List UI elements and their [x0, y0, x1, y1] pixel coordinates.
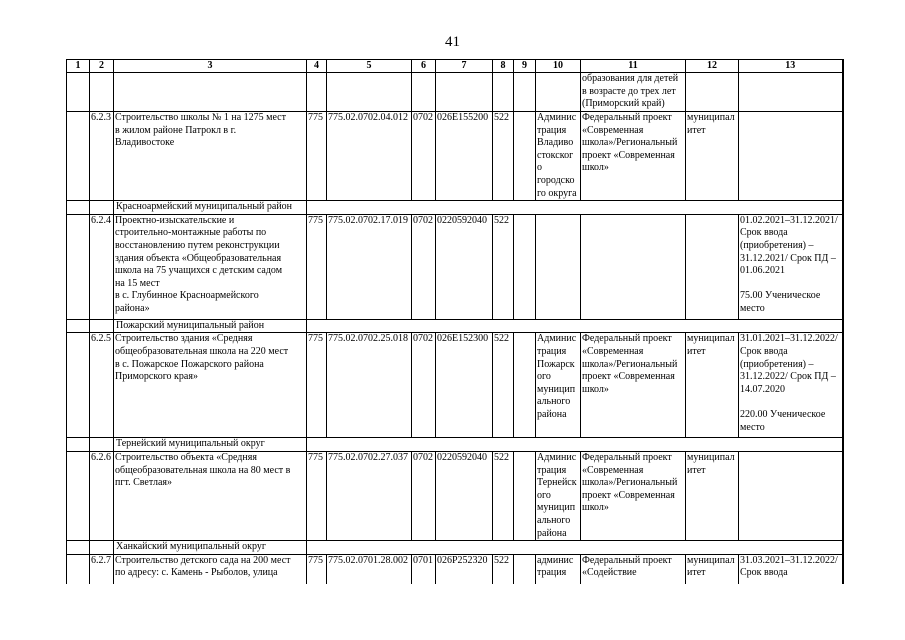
table-cell: 31.03.2021–31.12.2022/ Срок ввода — [739, 554, 843, 584]
table-cell: 775 — [307, 333, 327, 438]
column-header: 4 — [307, 60, 327, 73]
column-header: 7 — [436, 60, 493, 73]
section-blank-cell — [307, 201, 843, 215]
section-row — [67, 541, 843, 555]
table-cell — [739, 451, 843, 540]
table-cell: 0702 — [412, 451, 436, 540]
section-label: Красноармейский муниципальный район — [114, 201, 307, 215]
table-cell: 522 — [493, 554, 514, 584]
table-cell — [739, 73, 843, 112]
column-header: 8 — [493, 60, 514, 73]
table-cell — [581, 214, 686, 319]
section-blank-cell — [67, 201, 90, 215]
table-cell — [67, 112, 90, 201]
section-label: Ханкайский муниципальный округ — [114, 541, 307, 555]
budget-table — [66, 59, 844, 584]
table-cell: Строительство объекта «Средняя общеобразовательная школа на 80 мест в пгт. Светлая» — [114, 451, 307, 540]
table-cell: 522 — [493, 214, 514, 319]
table-cell — [327, 73, 412, 112]
table-cell: 522 — [493, 333, 514, 438]
table-cell: 0702 — [412, 214, 436, 319]
column-header: 9 — [514, 60, 536, 73]
table-cell: Админис трация Пожарск ого муницип ального района — [536, 333, 581, 438]
table-cell — [67, 451, 90, 540]
table-cell: 775 — [307, 451, 327, 540]
table-cell: Федеральный проект «Содействие — [581, 554, 686, 584]
table-cell: 31.01.2021–31.12.2022/ Срок ввода (приобретения) – 31.12.2022/ Срок ПД – 14.07.2020 220.00 Ученическое место — [739, 333, 843, 438]
table-cell: 026E155200 — [436, 112, 493, 201]
table-cell: 522 — [493, 112, 514, 201]
table-cell: муниципал итет — [686, 333, 739, 438]
table-cell: 01.02.2021–31.12.2021/ Срок ввода (приобретения) – 31.12.2021/ Срок ПД – 01.06.2021 75.00 Ученическое место — [739, 214, 843, 319]
table-cell: Строительство здания «Средняя общеобразовательная школа на 220 мест в с. Пожарское Пожарского района Приморского края» — [114, 333, 307, 438]
table-cell — [67, 554, 90, 584]
table-cell: Админис трация Тернейск ого муницип ального района — [536, 451, 581, 540]
table-row — [67, 554, 843, 584]
table-cell: 775.02.0702.25.018 — [327, 333, 412, 438]
table-cell: 6.2.4 — [90, 214, 114, 319]
table-cell: Проектно-изыскательские и строительно-монтажные работы по восстановлению путем реконструкции здания объекта «Общеобразовательная школа на 75 учащихся с детским садом на 15 мест в с. Глубинное Красноармейского района» — [114, 214, 307, 319]
table-row — [67, 112, 843, 201]
table-cell — [67, 333, 90, 438]
section-blank-cell — [67, 438, 90, 452]
table-row — [67, 451, 843, 540]
table-cell: Строительство детского сада на 200 мест по адресу: с. Камень - Рыболов, улица — [114, 554, 307, 584]
column-header: 5 — [327, 60, 412, 73]
table-cell: образования для детей в возрасте до трех лет (Приморский край) — [581, 73, 686, 112]
table-cell: 6.2.5 — [90, 333, 114, 438]
table-cell: 775 — [307, 214, 327, 319]
table-cell: 0701 — [412, 554, 436, 584]
table-cell: 026E152300 — [436, 333, 493, 438]
section-blank-cell — [90, 541, 114, 555]
table-cell — [514, 112, 536, 201]
table-cell — [114, 73, 307, 112]
section-blank-cell — [307, 319, 843, 333]
table-cell — [493, 73, 514, 112]
table-cell: 6.2.3 — [90, 112, 114, 201]
table-cell — [686, 73, 739, 112]
column-header: 1 — [67, 60, 90, 73]
column-header: 10 — [536, 60, 581, 73]
table-cell: админис трация — [536, 554, 581, 584]
header-row — [67, 60, 843, 73]
table-cell: 6.2.6 — [90, 451, 114, 540]
section-blank-cell — [67, 541, 90, 555]
page-number: 41 — [445, 34, 460, 50]
table-cell: 026P252320 — [436, 554, 493, 584]
table-cell: муниципал итет — [686, 451, 739, 540]
table-cell: 775.02.0702.27.037 — [327, 451, 412, 540]
table-row — [67, 214, 843, 319]
table-cell — [67, 214, 90, 319]
column-header: 3 — [114, 60, 307, 73]
table-cell: 775.02.0702.17.019 — [327, 214, 412, 319]
table-cell — [514, 333, 536, 438]
section-blank-cell — [90, 201, 114, 215]
table-cell: 0702 — [412, 112, 436, 201]
table-cell: Федеральный проект «Современная школа»/Региональный проект «Современная школ» — [581, 112, 686, 201]
table-cell: муниципал итет — [686, 112, 739, 201]
section-blank-cell — [90, 319, 114, 333]
table-cell: 775 — [307, 112, 327, 201]
table-cell — [412, 73, 436, 112]
table-cell — [436, 73, 493, 112]
table-cell: 775.02.0702.04.012 — [327, 112, 412, 201]
section-label: Тернейский муниципальный округ — [114, 438, 307, 452]
table-cell — [90, 73, 114, 112]
section-blank-cell — [307, 438, 843, 452]
column-header: 13 — [739, 60, 843, 73]
table-cell — [536, 73, 581, 112]
section-row — [67, 438, 843, 452]
section-blank-cell — [307, 541, 843, 555]
table-cell: Админис трация Владиво стокског о городско го округа — [536, 112, 581, 201]
table-row — [67, 333, 843, 438]
column-header: 11 — [581, 60, 686, 73]
table-cell: 0702 — [412, 333, 436, 438]
table-cell — [686, 214, 739, 319]
table-cell — [739, 112, 843, 201]
section-blank-cell — [90, 438, 114, 452]
table-cell: 6.2.7 — [90, 554, 114, 584]
section-row — [67, 201, 843, 215]
table-cell: 0220592040 — [436, 214, 493, 319]
table-cell: 775.02.0701.28.002 — [327, 554, 412, 584]
table-cell — [67, 73, 90, 112]
table-cell: Федеральный проект «Современная школа»/Региональный проект «Современная школ» — [581, 451, 686, 540]
table-cell: 775 — [307, 554, 327, 584]
table-row — [67, 73, 843, 112]
column-header: 2 — [90, 60, 114, 73]
column-header: 12 — [686, 60, 739, 73]
table-cell — [514, 451, 536, 540]
section-row — [67, 319, 843, 333]
table-cell — [514, 214, 536, 319]
table-cell — [514, 73, 536, 112]
column-header: 6 — [412, 60, 436, 73]
table-cell: муниципал итет — [686, 554, 739, 584]
table-cell: Строительство школы № 1 на 1275 мест в жилом районе Патрокл в г. Владивостоке — [114, 112, 307, 201]
table-cell — [514, 554, 536, 584]
table-cell — [536, 214, 581, 319]
table-cell: 0220592040 — [436, 451, 493, 540]
section-label: Пожарский муниципальный район — [114, 319, 307, 333]
section-blank-cell — [67, 319, 90, 333]
table-cell: 522 — [493, 451, 514, 540]
table-cell: Федеральный проект «Современная школа»/Региональный проект «Современная школ» — [581, 333, 686, 438]
table-cell — [307, 73, 327, 112]
